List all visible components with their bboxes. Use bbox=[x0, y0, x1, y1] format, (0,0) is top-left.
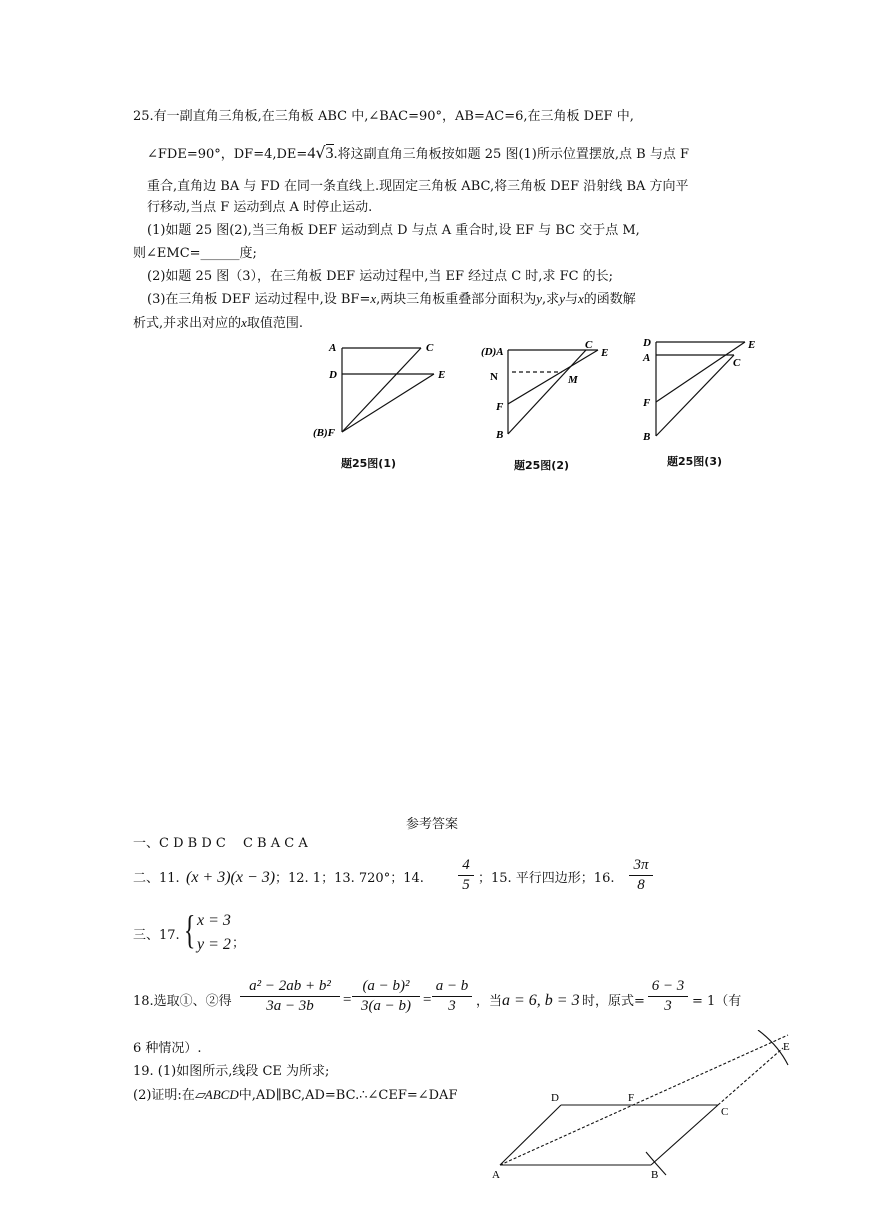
label-m: M bbox=[568, 374, 578, 386]
answer-18-result: = 1（有 bbox=[692, 994, 742, 1009]
figure-25-2-caption: 题25图(2) bbox=[514, 459, 570, 472]
label-a: A bbox=[329, 342, 337, 354]
question-1-line-a: (1)如题 25 图(2),当三角板 DEF 运动到点 D 与点 A 重合时,设 EF 与 BC 交于点 M, bbox=[147, 223, 640, 238]
fraction-bar bbox=[352, 996, 420, 997]
label-a: A bbox=[643, 352, 651, 364]
label-d: D bbox=[329, 369, 337, 381]
fraction-numerator: a² − 2ab + b² bbox=[249, 978, 331, 994]
fraction-denominator: 3 bbox=[448, 998, 456, 1014]
figure-25-1-caption: 题25图(1) bbox=[341, 457, 397, 470]
question-1-line-b: 则∠EMC=______度; bbox=[133, 246, 257, 261]
system-brace: { bbox=[183, 907, 196, 952]
question-3-line-a bbox=[147, 292, 636, 306]
fraction-numerator: 6 − 3 bbox=[651, 978, 685, 994]
answer-18-fraction-1 bbox=[240, 979, 340, 1014]
problem-25-line-4: 行移动,当点 F 运动到点 A 时停止运动. bbox=[147, 200, 373, 215]
q3-text-c: ,求 bbox=[542, 292, 560, 307]
fraction-bar bbox=[458, 875, 474, 876]
q3-var-x: x bbox=[241, 315, 247, 330]
q19-text-b: 中,AD∥BC,AD=BC.∴∠CEF=∠DAF bbox=[238, 1088, 458, 1103]
label-e: E bbox=[783, 1041, 790, 1053]
figure-25-1 bbox=[310, 338, 460, 443]
sqrt-sign: √ bbox=[315, 143, 326, 162]
fraction-denominator: 8 bbox=[637, 877, 645, 893]
label-a: A bbox=[492, 1169, 500, 1180]
side-ad bbox=[500, 1105, 561, 1165]
label-b: B bbox=[651, 1169, 659, 1180]
label-b: B bbox=[496, 429, 504, 441]
label-f: F bbox=[496, 401, 504, 413]
fraction-denominator: 5 bbox=[462, 877, 470, 893]
label-e: E bbox=[601, 347, 609, 359]
answer-18-prefix: 18.选取①、②得 bbox=[133, 994, 232, 1009]
fraction-numerator: 3π bbox=[633, 857, 649, 873]
q3-var-x: x bbox=[370, 291, 377, 306]
label-c: C bbox=[721, 1106, 729, 1118]
problem-25-line-1: 25.有一副直角三角板,在三角板 ABC 中,∠BAC=90°，AB=AC=6,在三角板 DEF 中, bbox=[133, 109, 634, 124]
answer-18-fraction-4 bbox=[648, 979, 688, 1014]
label-f: F bbox=[643, 397, 651, 409]
label-bf: (B)F bbox=[313, 427, 335, 439]
problem-25-line-2 bbox=[147, 145, 689, 162]
answer-18-mid: ，当 bbox=[476, 994, 503, 1009]
q19-text-a: (2)证明:在 bbox=[133, 1088, 195, 1103]
label-n: N bbox=[490, 371, 498, 383]
fraction-denominator: 3(a − b) bbox=[360, 998, 412, 1014]
problem-25-line-2-text-a: ∠FDE=90°，DF=4,DE= bbox=[147, 147, 308, 162]
answer-18-fraction-2 bbox=[352, 979, 420, 1014]
fraction-bar bbox=[629, 875, 653, 876]
answer-14-fraction bbox=[458, 858, 474, 893]
answer-19-line-2 bbox=[133, 1088, 457, 1102]
dashed-ae bbox=[500, 1035, 788, 1165]
q3-text-a: (3)在三角板 DEF 运动过程中,设 BF= bbox=[147, 292, 371, 307]
label-d: D bbox=[551, 1092, 559, 1104]
de-coefficient: 4 bbox=[307, 145, 316, 162]
fraction-denominator: 3 bbox=[664, 998, 672, 1014]
question-2: (2)如题 25 图（3），在三角板 DEF 运动过程中,当 EF 经过点 C 时,求 FC 的长; bbox=[147, 269, 614, 284]
fraction-denominator: 3a − 3b bbox=[266, 998, 314, 1014]
answer-18-line-2: 6 种情况）. bbox=[133, 1041, 202, 1056]
label-f: F bbox=[628, 1092, 635, 1104]
label-e: E bbox=[438, 369, 446, 381]
q3-var-y: y bbox=[536, 291, 543, 306]
equals-sign: = bbox=[422, 992, 433, 1008]
line-bc bbox=[508, 350, 586, 434]
figure-25-3 bbox=[638, 336, 768, 446]
label-da: (D)A bbox=[481, 346, 504, 358]
q3-text-e: 的函数解 bbox=[583, 292, 636, 307]
fraction-bar bbox=[432, 996, 472, 997]
side-bc bbox=[651, 1105, 718, 1165]
label-c: C bbox=[426, 342, 434, 354]
answers-section-2-mid: ；12. 1；13. 720°；14. bbox=[275, 871, 424, 886]
figure-19 bbox=[488, 1030, 808, 1180]
dashed-ce bbox=[718, 1048, 783, 1105]
answer-11-expression: (x + 3)(x − 3) bbox=[186, 869, 276, 886]
answers-section-3-prefix: 三、17. bbox=[133, 928, 180, 943]
answers-section-3-suffix: ； bbox=[232, 936, 246, 951]
answer-16-fraction bbox=[629, 858, 653, 893]
answers-section-1: 一、C D B D C C B A C A bbox=[133, 836, 308, 851]
q3-var-x: x bbox=[577, 291, 584, 306]
fraction-bar bbox=[648, 996, 688, 997]
de-radicand: 3 bbox=[325, 145, 334, 162]
answer-17-eq-2: y = 2 bbox=[197, 936, 231, 953]
label-c: C bbox=[733, 357, 741, 369]
answers-title: 参考答案 bbox=[406, 817, 459, 832]
line-fe bbox=[656, 342, 745, 402]
equals-sign: = bbox=[342, 992, 353, 1008]
label-e: E bbox=[748, 339, 756, 351]
answer-19-line-1: 19. (1)如图所示,线段 CE 为所求; bbox=[133, 1064, 330, 1079]
q3-text-g: 取值范围. bbox=[246, 316, 304, 331]
q3-var-y: y bbox=[559, 291, 565, 306]
answer-18-mid-2: 时，原式= bbox=[582, 994, 645, 1009]
figure-25-2 bbox=[478, 338, 618, 443]
q3-text-d: 与 bbox=[564, 292, 578, 307]
answer-17-eq-1: x = 3 bbox=[197, 912, 231, 929]
label-b: B bbox=[643, 431, 651, 443]
problem-25-line-2-text-b: .将这副直角三角板按如题 25 图(1)所示位置摆放,点 B 与点 F bbox=[333, 147, 689, 162]
answers-section-2-after: ；15. 平行四边形；16. bbox=[478, 871, 615, 886]
fraction-numerator: (a − b)² bbox=[362, 978, 410, 994]
figure-25-3-caption: 题25图(3) bbox=[667, 455, 723, 468]
problem-25-line-3: 重合,直角边 BA 与 FD 在同一条直线上.现固定三角板 ABC,将三角板 DEF 沿射线 BA 方向平 bbox=[147, 179, 689, 194]
q3-text-b: ,两块三角板重叠部分面积为 bbox=[376, 292, 537, 307]
fraction-numerator: 4 bbox=[462, 857, 470, 873]
label-d: D bbox=[643, 337, 651, 349]
fraction-bar bbox=[240, 996, 340, 997]
fraction-numerator: a − b bbox=[435, 978, 469, 994]
label-c: C bbox=[585, 339, 593, 351]
question-3-line-b bbox=[133, 316, 303, 330]
q3-text-f: 析式,并求出对应的 bbox=[133, 316, 242, 331]
answers-section-2-prefix: 二、11. bbox=[133, 871, 180, 886]
q19-parallelogram: ▱ABCD bbox=[194, 1087, 239, 1102]
line-bc bbox=[656, 355, 734, 436]
answer-18-fraction-3 bbox=[432, 979, 472, 1014]
line-fe bbox=[508, 350, 598, 404]
answer-18-condition: a = 6, b = 3 bbox=[502, 992, 580, 1009]
